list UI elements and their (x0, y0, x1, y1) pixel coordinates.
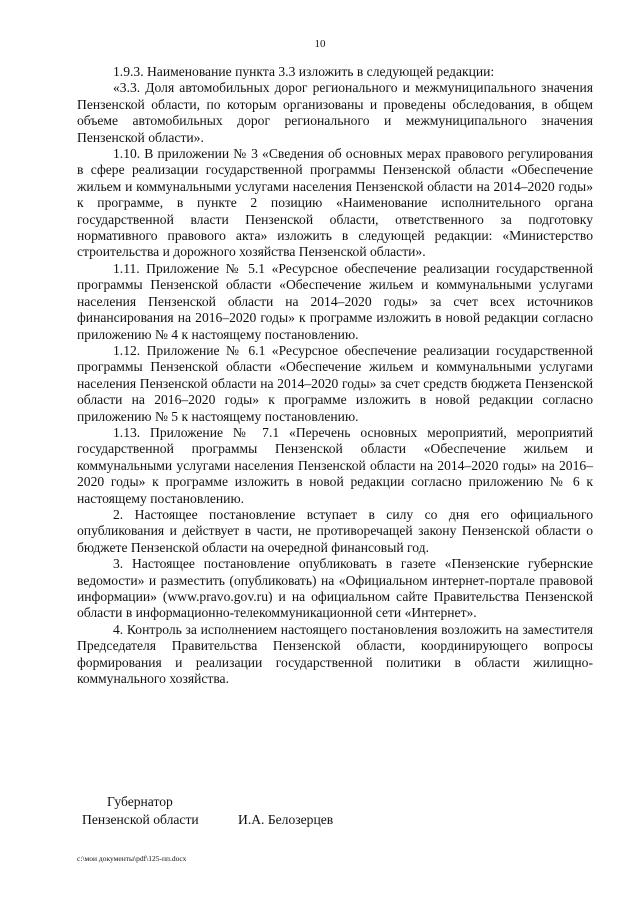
signature-title-line2: Пензенской области (82, 812, 199, 827)
paragraph-1-13: 1.13. Приложение № 7.1 «Перечень основных мероприятий, мероприятий государственной программы Пензенской области «Обеспечение жильем и коммунальными услугами населения Пензенской области на 2014–2020 годы» на 2016–2020 годы» к программе изложить в новой редакции согласно приложению № 6 к настоящему постановлению. (77, 424, 593, 506)
paragraph-3: 3. Настоящее постановление опубликовать в газете «Пензенские губернские ведомости» и разместить (опубликовать) на «Официальном интернет-портале правовой информации» (www.pravo.gov.ru) и на официальном сайте Правительства Пензенской области в информационно-телекоммуникационной сети «Интернет». (77, 556, 593, 621)
paragraph-1-11: 1.11. Приложение № 5.1 «Ресурсное обеспечение реализации государственной программы Пензенской области «Обеспечение жильем и коммунальными услугами населения Пензенской области на 2014–2020 годы» за счет всех источников финансирования на 2016–2020 годы» к программе изложить в новой редакции согласно приложению № 4 к настоящему постановлению. (77, 260, 593, 342)
signature-title-line1: Губернатор (107, 794, 173, 809)
paragraph-2: 2. Настоящее постановление вступает в силу со дня его официального опубликования и действует в части, не противоречащей закону Пензенской области о бюджете Пензенской области на очередной финансовый год. (77, 506, 593, 555)
file-path-footer: c:\мои документы\pdf\125-пп.docx (77, 854, 187, 863)
signature-name: И.А. Белозерцев (238, 812, 334, 827)
paragraph-1-10: 1.10. В приложении № 3 «Сведения об основных мерах правового регулирования в сфере реализации государственной программы Пензенской области «Обеспечение жильем и коммунальными услугами населения Пензенской области на 2014–2020 годы» к программе, в пункте 2 позицию «Наименование исполнительного органа государственной власти Пензенской области, ответственного за подготовку нормативного правового акта» изложить в следующей редакции: «Министерство строительства и дорожного хозяйства Пензенской области». (77, 146, 593, 260)
paragraph-1-9-3: 1.9.3. Наименование пункта 3.3 изложить в следующей редакции: (113, 64, 495, 79)
paragraph-1-12: 1.12. Приложение № 6.1 «Ресурсное обеспечение реализации государственной программы Пензенской области «Обеспечение жильем и коммунальными услугами населения Пензенской области на 2014–2020 годы» за счет средств бюджета Пензенской области на 2016–2020 годы» к программе изложить в новой редакции согласно приложению № 5 к настоящему постановлению. (77, 342, 593, 424)
paragraph-4: 4. Контроль за исполнением настоящего постановления возложить на заместителя Председателя Правительства Пензенской области, координирующего вопросы формирования и реализации государственной политики в области жилищно-коммунального хозяйства. (77, 621, 593, 687)
page-number: 10 (314, 38, 326, 50)
document-body (77, 64, 593, 687)
paragraph-3-3-quote: «3.3. Доля автомобильных дорог регионального и межмуниципального значения Пензенской области, по которым организованы и проведены обследования, в общем объеме автомобильных дорог регионального и межмуниципального значения Пензенской области». (77, 80, 593, 145)
